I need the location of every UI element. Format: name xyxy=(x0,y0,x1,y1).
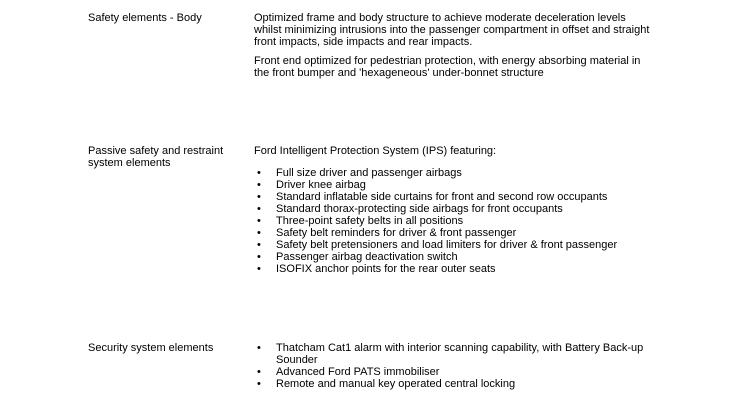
list-item-text: Full size driver and passenger airbags xyxy=(276,167,462,179)
list-item-text: Passenger airbag deactivation switch xyxy=(276,251,458,263)
list-item xyxy=(254,215,654,227)
paragraph: Front end optimized for pedestrian protection, with energy absorbing material in the front bumper and 'hexageneous' under-bonnet structure xyxy=(254,55,641,79)
bullet-icon: • xyxy=(257,191,261,203)
list-item-text: Thatcham Cat1 alarm with interior scanning capability, with Battery Back-up Sounder xyxy=(276,342,644,366)
bullet-icon: • xyxy=(257,203,261,215)
section-content xyxy=(254,145,654,275)
list-item-text: Driver knee airbag xyxy=(276,179,366,191)
list-item-text: Safety belt pretensioners and load limiters for driver & front passenger xyxy=(276,239,618,251)
feature-list xyxy=(254,167,654,275)
list-item xyxy=(254,227,654,239)
section-label: Passive safety and restraint system elements xyxy=(88,145,224,169)
list-item xyxy=(254,203,654,215)
list-item-text: ISOFIX anchor points for the rear outer seats xyxy=(276,263,496,275)
paragraph: Optimized frame and body structure to achieve moderate deceleration levels whilst minimizing intrusions into the passenger compartment in offset and straight front impacts, side impacts and rear impacts. xyxy=(254,12,650,48)
feature-list xyxy=(254,342,654,390)
list-item-text: Remote and manual key operated central locking xyxy=(276,378,516,390)
list-item xyxy=(254,366,654,378)
list-item xyxy=(254,167,654,179)
bullet-icon: • xyxy=(257,251,261,263)
bullet-icon: • xyxy=(257,378,261,390)
list-item xyxy=(254,251,654,263)
list-item-text: Standard inflatable side curtains for front and second row occupants xyxy=(276,191,608,203)
list-item xyxy=(254,239,654,251)
bullet-icon: • xyxy=(257,239,261,251)
list-item-text: Advanced Ford PATS immobiliser xyxy=(276,366,440,378)
list-item xyxy=(254,179,654,191)
list-item xyxy=(254,263,654,275)
bullet-icon: • xyxy=(257,227,261,239)
list-item xyxy=(254,342,654,366)
intro-text: Ford Intelligent Protection System (IPS) featuring: xyxy=(254,145,497,157)
list-item-text: Safety belt reminders for driver & front passenger xyxy=(276,227,517,239)
bullet-icon: • xyxy=(257,342,261,354)
section-content xyxy=(254,12,654,86)
bullet-icon: • xyxy=(257,167,261,179)
section-content xyxy=(254,342,654,390)
list-item-text: Three-point safety belts in all positions xyxy=(276,215,464,227)
section-label: Security system elements xyxy=(88,342,214,354)
list-item xyxy=(254,191,654,203)
bullet-icon: • xyxy=(257,215,261,227)
section-label: Safety elements - Body xyxy=(88,12,202,24)
bullet-icon: • xyxy=(257,366,261,378)
list-item xyxy=(254,378,654,390)
bullet-icon: • xyxy=(257,179,261,191)
list-item-text: Standard thorax-protecting side airbags for front occupants xyxy=(276,203,563,215)
bullet-icon: • xyxy=(257,263,261,275)
